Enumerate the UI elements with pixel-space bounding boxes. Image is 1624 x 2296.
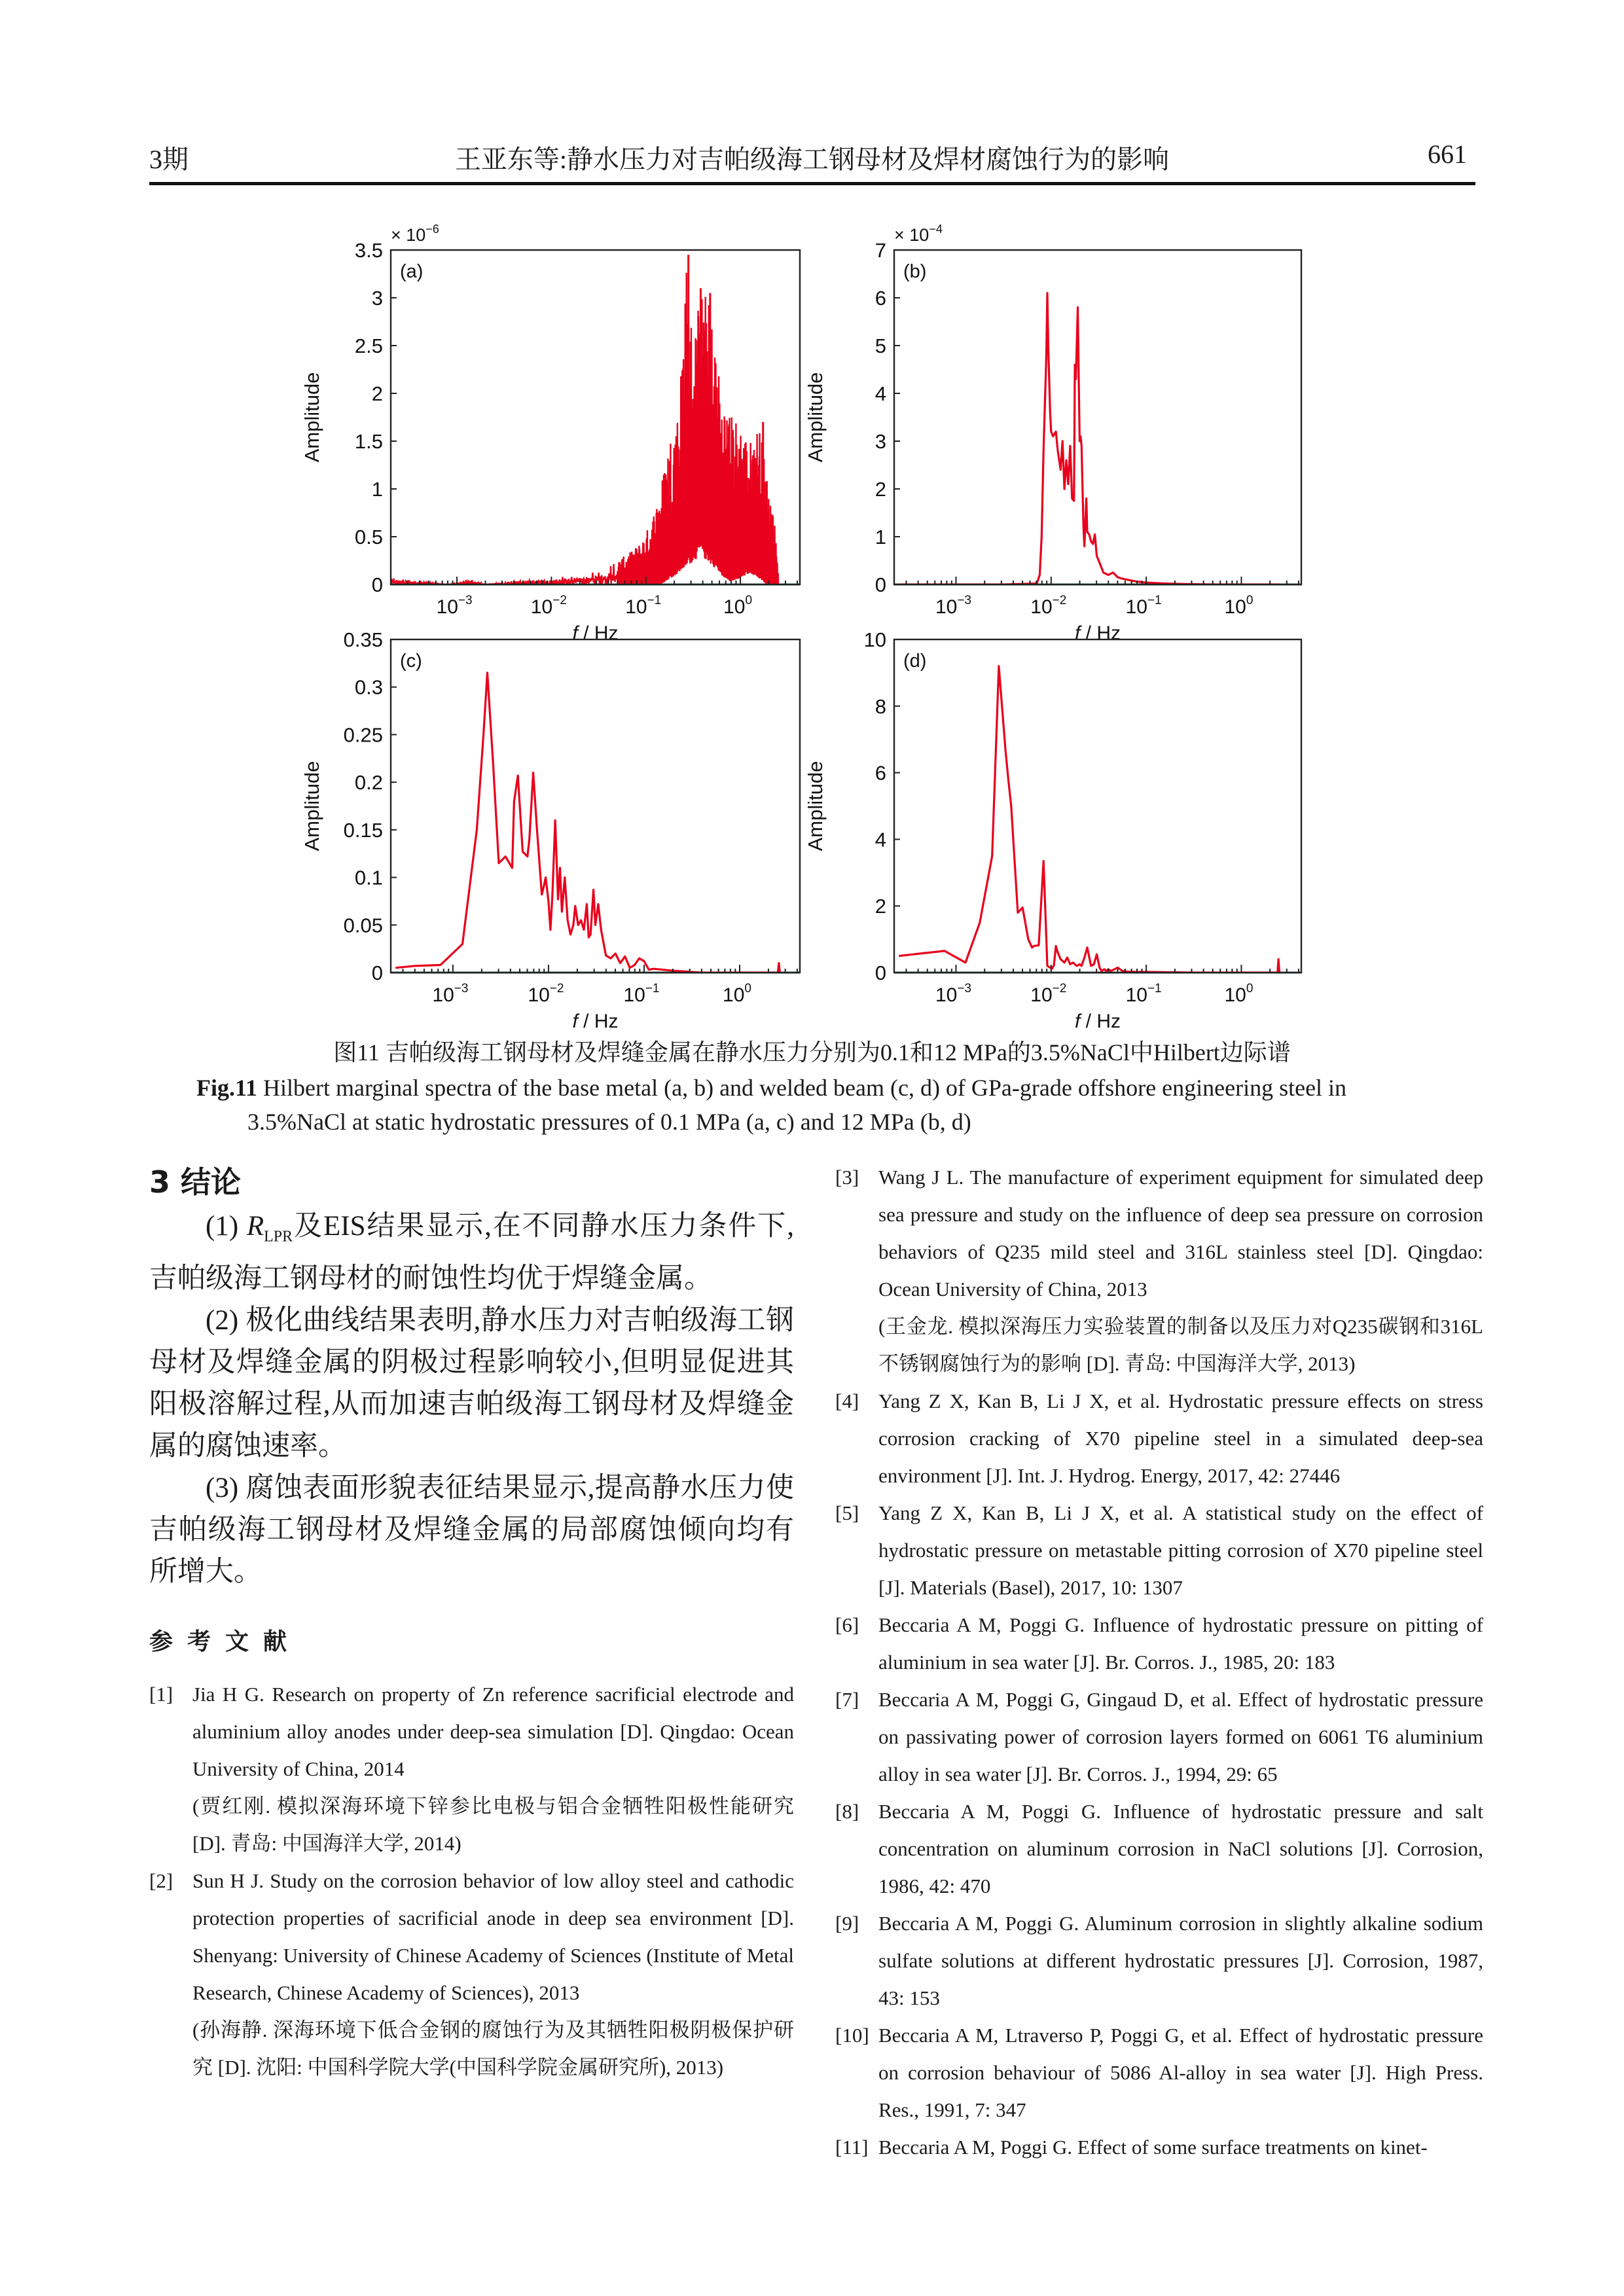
reference-number: [7]	[835, 1688, 859, 1711]
series-line	[395, 673, 780, 973]
reference-text: Beccaria A M, Poggi G. Influence of hydrostatic pressure and salt concentration on aluminum corrosion in NaCl solutions [J]. Corrosion, 1986, 42: 470	[878, 1800, 1483, 1897]
x-tick-exponent: −1	[645, 982, 660, 996]
reference-text: Jia H G. Research on property of Zn reference sacrificial electrode and aluminium alloy anodes under deep-sea simulation [D]. Qingdao: Ocean University of China, 2014	[192, 1683, 794, 1780]
reference-item	[835, 1158, 1483, 1382]
y-tick-label: 1.5	[354, 430, 383, 453]
figure-caption-en-text: Hilbert marginal spectra of the base metal (a, b) and welded beam (c, d) of GPa-grade offshore engineering steel in 3.5%NaCl at static hydrostatic pressures of 0.1 MPa (a, c) and 12 MPa (b, d)	[247, 1075, 1347, 1135]
x-tick-exponent: −1	[647, 594, 662, 607]
y-tick-label: 0.25	[343, 723, 383, 747]
y-tick-label: 3.5	[354, 239, 383, 262]
y-multiplier: × $10^{-6}$	[391, 223, 439, 245]
x-tick-exponent: −3	[957, 594, 971, 607]
references-title: 参考文献	[149, 1628, 302, 1655]
conclusions	[149, 1206, 794, 1593]
x-axis-label-unit: / Hz	[577, 622, 619, 644]
reference-item	[149, 1676, 794, 1862]
y-tick-label: 6	[875, 287, 886, 310]
panel-label: (a)	[400, 261, 424, 282]
x-tick-label: $10^{-3}$	[935, 982, 971, 1006]
section-title: 3 结论	[149, 1164, 242, 1200]
x-tick-label: $10^{-2}$	[528, 982, 564, 1006]
reference-item	[835, 1681, 1483, 1793]
panel-label: (c)	[400, 651, 422, 672]
reference-item	[835, 1905, 1483, 2017]
references-left-column	[149, 1676, 794, 2086]
y-tick-label: 0	[371, 961, 383, 984]
y-tick-label: 5	[875, 334, 886, 357]
y-tick-label: 2.5	[354, 334, 383, 357]
figure-caption-en	[196, 1071, 1440, 1139]
x-axis-label	[572, 1011, 618, 1032]
y-tick-label: 1	[875, 526, 886, 548]
series-line	[899, 293, 1279, 584]
y-tick-label: 4	[875, 828, 886, 852]
y-tick-label: 4	[875, 382, 886, 405]
conclusion-3: (3) 腐蚀表面形貌表征结果显示,提高静水压力使吉帕级海工钢母材及焊缝金属的局部腐蚀倾向均有所增大。	[149, 1472, 795, 1587]
x-tick-label: $10^{-3}$	[436, 594, 473, 618]
data-layer	[391, 255, 778, 584]
x-axis-label	[1075, 1011, 1121, 1032]
reference-number: [10]	[835, 2024, 869, 2047]
x-tick-label: $10^0$	[1224, 594, 1254, 618]
reference-text: Beccaria A M, Poggi G. Influence of hydrostatic pressure on pitting of aluminium in sea water [J]. Br. Corros. J., 1985, 20: 183	[878, 1613, 1483, 1674]
y-tick-label: 3	[875, 430, 886, 453]
y-tick-label: 0	[875, 573, 886, 596]
y-tick-label: 10	[863, 628, 886, 651]
reference-text: Wang J L. The manufacture of experiment equipment for simulated deep sea pressure and study on the influence of deep sea pressure on corrosion behaviors of Q235 mild steel and 316L stainless steel [D]. Qingdao: Ocean University of China, 2013	[878, 1166, 1483, 1300]
y-axis-label: Amplitude	[804, 761, 827, 852]
x-axis-label-unit: / Hz	[577, 1011, 619, 1032]
figure-label: Fig.11	[196, 1075, 258, 1101]
reference-text: Sun H J. Study on the corrosion behavior of low alloy steel and cathodic protection properties of sacrificial anode in deep sea environment [D]. Shenyang: University of Chinese Academy of Sciences (Institute of Metal Research, Chinese Academy of Sciences), 2013	[192, 1869, 794, 2004]
reference-item	[149, 1862, 794, 2086]
reference-text: Beccaria A M, Ltraverso P, Poggi G, et al. Effect of hydrostatic pressure on corrosion behaviour of 5086 Al-alloy in sea water [J]. High Press. Res., 1991, 7: 347	[878, 2024, 1483, 2121]
x-tick-exponent: 0	[1246, 982, 1254, 996]
reference-number: [1]	[149, 1683, 173, 1706]
y-tick-label: 0.2	[354, 771, 383, 795]
y-tick-label: 2	[875, 478, 886, 501]
data-layer	[899, 666, 1279, 973]
y-tick-label: 0	[371, 573, 383, 596]
x-tick-label: $10^{-1}$	[623, 982, 660, 1006]
x-tick-label: $10^{-2}$	[1030, 594, 1067, 618]
y-tick-label: 8	[875, 694, 886, 718]
x-tick-exponent: −3	[458, 594, 473, 607]
y-tick-label: 3	[371, 287, 383, 310]
panel-label: (d)	[903, 651, 927, 672]
y-tick-label: 0.5	[354, 526, 383, 548]
reference-number: [5]	[835, 1501, 859, 1524]
panel-label: (b)	[903, 261, 927, 282]
y-multiplier: × $10^{-4}$	[894, 223, 943, 245]
y-tick-label: 0	[875, 961, 886, 984]
plot-frame	[894, 250, 1301, 584]
reference-number: [3]	[835, 1166, 859, 1189]
x-tick-exponent: 0	[1246, 594, 1254, 607]
reference-number: [11]	[835, 2136, 869, 2159]
x-axis-label-var: f	[1074, 622, 1081, 644]
reference-text: Yang Z X, Kan B, Li J X, et al. Hydrostatic pressure effects on stress corrosion cracking of X70 pipeline steel in a simulated deep-sea environment [J]. Int. J. Hydrog. Energy, 2017, 42: 27446	[878, 1390, 1483, 1487]
figure-11	[0, 0, 1624, 1034]
references-right-column	[835, 1158, 1483, 2166]
r-symbol: R	[246, 1211, 264, 1242]
x-tick-label: $10^{-3}$	[935, 594, 971, 618]
x-tick-label: $10^{-3}$	[432, 982, 469, 1006]
reference-text-cn: (孙海静. 深海环境下低合金钢的腐蚀行为及其牺牲阳极阴极保护研究 [D]. 沈阳: 中国科学院大学(中国科学院金属研究所), 2013)	[192, 2018, 794, 2079]
x-tick-exponent: −2	[552, 594, 567, 607]
r-subscript: LPR	[264, 1228, 293, 1246]
reference-item	[835, 1606, 1483, 1681]
x-tick-label: $10^{-2}$	[530, 594, 567, 618]
chart-panel-d	[804, 628, 1301, 1032]
x-tick-exponent: 0	[744, 982, 751, 996]
reference-item	[835, 1494, 1483, 1606]
x-tick-exponent: −1	[1147, 982, 1162, 996]
y-multiplier-exponent: −4	[929, 223, 943, 236]
x-tick-exponent: −3	[957, 982, 971, 996]
reference-text: Beccaria A M, Poggi G, Gingaud D, et al. Effect of hydrostatic pressure on passivating power of corrosion layers formed on 6061 T6 aluminium alloy in sea water [J]. Br. Corros. J., 1994, 29: 65	[878, 1688, 1483, 1785]
conclusion-1: (1) $R_{LPR}$及EIS结果显示,在不同静水压力条件下,吉帕级海工钢母材的耐蚀性均优于焊缝金属。	[149, 1211, 794, 1294]
reference-item	[835, 2017, 1483, 2128]
y-tick-label: 0.35	[343, 628, 383, 651]
y-tick-label: 0.3	[354, 675, 383, 699]
x-tick-label: $10^0$	[723, 982, 751, 1006]
reference-number: [8]	[835, 1800, 859, 1823]
y-tick-label: 2	[875, 895, 886, 918]
data-layer	[899, 293, 1279, 584]
journal-issue: 3期	[149, 145, 189, 174]
page-number: 661	[1428, 139, 1467, 169]
x-tick-exponent: −2	[549, 982, 564, 996]
x-axis-label-var: f	[1074, 1011, 1081, 1032]
x-tick-label: $10^{-1}$	[1125, 982, 1162, 1006]
reference-number: [2]	[149, 1869, 173, 1892]
x-axis-label	[1075, 622, 1121, 644]
figure-caption-cn: 图11 吉帕级海工钢母材及焊缝金属在静水压力分别为0.1和12 MPa的3.5%NaCl中Hilbert边际谱	[333, 1039, 1291, 1066]
data-layer	[395, 673, 780, 973]
x-tick-label: $10^{-1}$	[1125, 594, 1162, 618]
series-noise	[391, 273, 778, 584]
y-tick-label: 7	[875, 239, 886, 262]
reference-text: Yang Z X, Kan B, Li J X, et al. A statistical study on the effect of hydrostatic pressure on metastable pitting corrosion of X70 pipeline steel [J]. Materials (Basel), 2017, 10: 1307	[878, 1501, 1483, 1599]
y-tick-label: 0.1	[354, 866, 383, 889]
x-axis-label-unit: / Hz	[1080, 622, 1121, 644]
y-tick-label: 1	[371, 478, 383, 501]
chart-panel-a	[300, 223, 800, 644]
x-axis-label-var: f	[572, 1011, 578, 1032]
y-axis-label: Amplitude	[300, 761, 323, 852]
reference-text-cn: (王金龙. 模拟深海压力实验装置的制备以及压力对Q235碳钢和316L不锈钢腐蚀行为的影响 [D]. 青岛: 中国海洋大学, 2013)	[878, 1315, 1483, 1375]
reference-text: Beccaria A M, Poggi G. Effect of some surface treatments on kinet-	[878, 2136, 1428, 2159]
x-tick-label: $10^{-2}$	[1030, 982, 1067, 1006]
x-axis-label-var: f	[572, 622, 578, 644]
x-tick-exponent: 0	[745, 594, 753, 607]
x-axis-label-unit: / Hz	[1080, 1011, 1121, 1032]
x-axis-label	[572, 622, 618, 644]
x-tick-label: $10^{-1}$	[625, 594, 662, 618]
y-tick-label: 0.05	[343, 914, 383, 937]
y-tick-label: 6	[875, 761, 886, 785]
y-tick-label: 0.15	[343, 818, 383, 842]
y-multiplier-exponent: −6	[425, 223, 439, 236]
reference-item	[835, 1382, 1483, 1494]
reference-item	[835, 1793, 1483, 1905]
chart-panel-b	[804, 223, 1301, 644]
reference-number: [6]	[835, 1613, 859, 1636]
series-line	[899, 666, 1279, 973]
plot-frame	[894, 639, 1301, 973]
x-tick-exponent: −2	[1052, 982, 1067, 996]
y-axis-label: Amplitude	[300, 372, 323, 463]
x-tick-label: $10^0$	[723, 594, 753, 618]
reference-number: [4]	[835, 1390, 859, 1412]
x-tick-exponent: −2	[1052, 594, 1067, 607]
x-tick-exponent: −1	[1147, 594, 1162, 607]
x-tick-label: $10^0$	[1224, 982, 1254, 1006]
running-title: 王亚东等:静水压力对吉帕级海工钢母材及焊材腐蚀行为的影响	[454, 145, 1170, 174]
reference-text-cn: (贾红刚. 模拟深海环境下锌参比电极与铝合金牺牲阳极性能研究 [D]. 青岛: 中国海洋大学, 2014)	[192, 1795, 794, 1855]
y-axis-label: Amplitude	[804, 372, 827, 463]
reference-number: [9]	[835, 1912, 859, 1935]
conclusion-2: (2) 极化曲线结果表明,静水压力对吉帕级海工钢母材及焊缝金属的阴极过程影响较小,但明显促进其阳极溶解过程,从而加速吉帕级海工钢母材及焊缝金属的腐蚀速率。	[149, 1304, 795, 1462]
reference-text: Beccaria A M, Poggi G. Aluminum corrosion in slightly alkaline sodium sulfate solutions at different hydrostatic pressures [J]. Corrosion, 1987, 43: 153	[878, 1912, 1483, 2009]
y-tick-label: 2	[371, 382, 383, 405]
reference-item	[835, 2128, 1483, 2166]
chart-panel-c	[300, 628, 800, 1032]
x-tick-exponent: −3	[454, 982, 469, 996]
